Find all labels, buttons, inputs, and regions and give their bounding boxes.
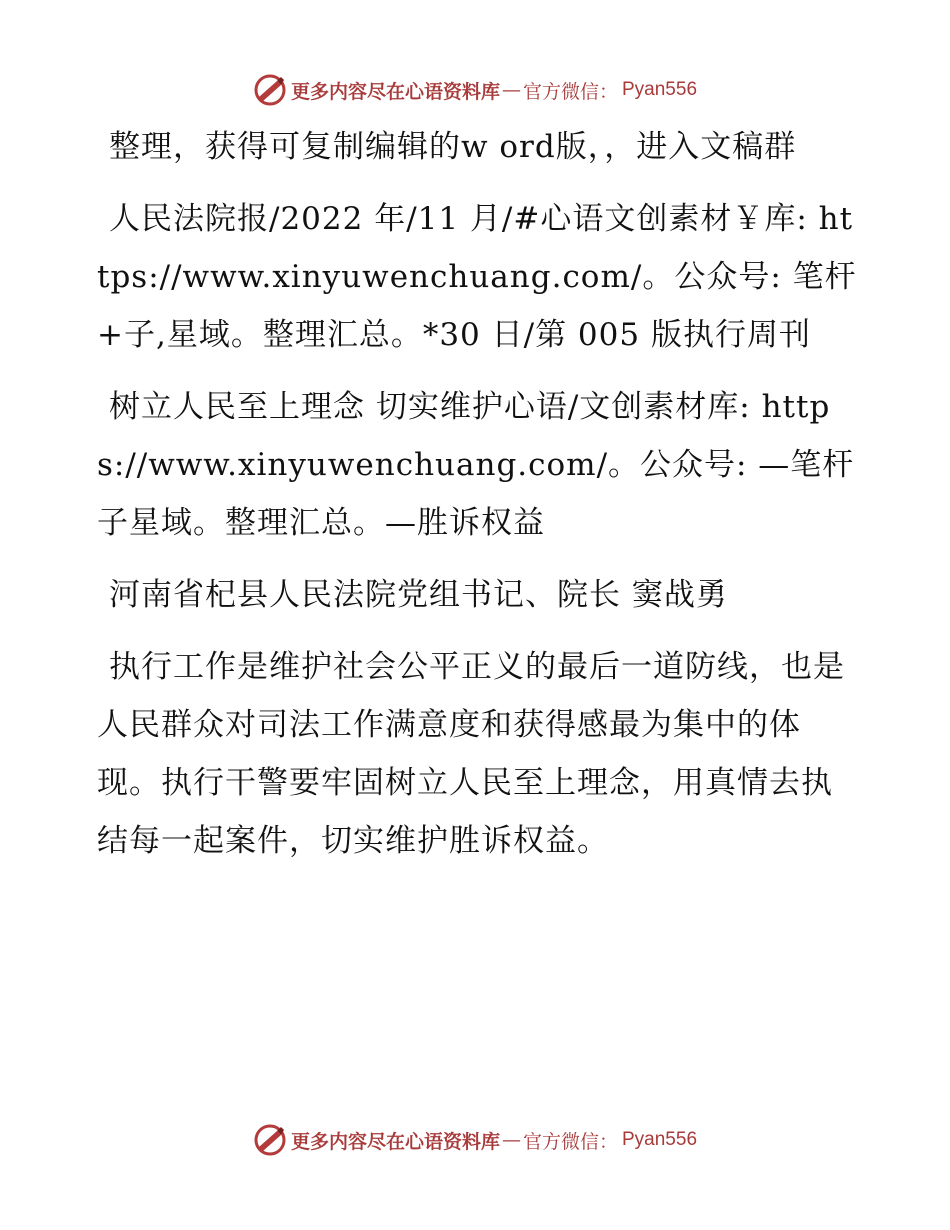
- paragraph: [97, 378, 857, 552]
- document-body: [97, 118, 857, 884]
- banner-wechat-id: Pyan556: [622, 1129, 698, 1150]
- paragraph-text: 河南省杞县人民法院党组书记、院长 窦战勇: [109, 577, 728, 613]
- banner-slogan: 更多内容尽在心语资料库: [290, 1130, 500, 1153]
- paragraph: [97, 190, 857, 364]
- paragraph-text: 整理，获得可复制编辑的w ord版，，进入文稿群: [109, 129, 797, 165]
- header-banner: [0, 70, 950, 110]
- banner-dash: —: [501, 79, 521, 101]
- footer-banner: [0, 1120, 950, 1160]
- paragraph: [97, 118, 857, 176]
- paragraph-text: 树立人民至上理念 切实维护心语/文创素材库: https://www.xinyuwenchuang.com/。公众号: —笔杆子星域。整理汇总。—胜诉权益: [97, 389, 855, 541]
- banner-wechat-label: 官方微信：: [522, 80, 618, 103]
- pen-logo-icon: [253, 73, 287, 107]
- paragraph-text: 人民法院报/2022 年/11 月/#心语文创素材￥库: https://www.xinyuwenchuang.com/。公众号: 笔杆+子,星域。整理汇总。*30 日/第 005 版执行周刊: [97, 201, 857, 353]
- pen-logo-icon: [253, 1123, 287, 1157]
- banner-wechat-id: Pyan556: [622, 79, 698, 100]
- paragraph: [97, 566, 857, 624]
- paragraph: [97, 638, 857, 870]
- banner-wechat-label: 官方微信：: [522, 1130, 618, 1153]
- paragraph-text: 执行工作是维护社会公平正义的最后一道防线，也是人民群众对司法工作满意度和获得感最为集中的体现。执行干警要牢固树立人民至上理念，用真情去执结每一起案件，切实维护胜诉权益。: [97, 649, 845, 859]
- banner-slogan: 更多内容尽在心语资料库: [290, 80, 500, 103]
- banner-dash: —: [501, 1129, 521, 1151]
